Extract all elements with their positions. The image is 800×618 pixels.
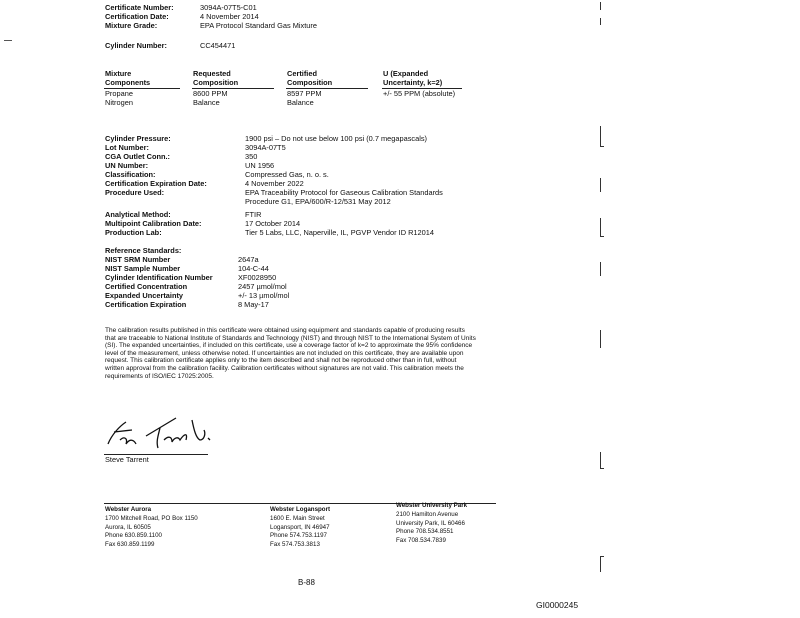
mixture-row-certified: Balance — [287, 98, 314, 107]
mixture-header-components-line1: Mixture — [105, 69, 132, 78]
mixture-grade-label: Mixture Grade: — [105, 21, 158, 30]
reference-value: 104-C-44 — [238, 264, 269, 273]
footer-location-university-park — [396, 502, 467, 546]
scan-edge-mark — [600, 556, 601, 572]
detail-value: Compressed Gas, n. o. s. — [245, 170, 329, 179]
mixture-row-requested: 8600 PPM — [193, 89, 228, 98]
detail-value: 1900 psi – Do not use below 100 psi (0.7 megapascals) — [245, 134, 428, 143]
footer-location-title: Webster Aurora — [105, 506, 152, 513]
detail-label: Classification: — [105, 170, 156, 179]
calibration-statement: The calibration results published in this certificate were obtained using equipment and standards capable of producing results that are traceable to National Institute of Standards and Technology (NIST) and through NIST to the International System of Units (SI). The expanded uncertainties, if included on this certificate, use a coverage factor of k=2 to approximate the 95% confidence level of the measurement, unless otherwise noted. If uncertainties are not included on this certificate, they are available upon request. This calibration certificate applies only to the item described and shall not be reproduced other than in full, without written approval from the calibration facility. Calibration certificates without signatures are not valid. This calibration meets the requirements of ISO/IEC 17025:2005. — [105, 327, 476, 380]
signatory-name: Steve Tarrent — [105, 455, 149, 464]
mixture-row-requested: Balance — [193, 98, 220, 107]
mixture-row-component: Propane — [105, 89, 133, 98]
scan-edge-mark — [600, 330, 601, 348]
footer-location-line: Phone 708.534.8551 — [396, 528, 454, 536]
scan-edge-mark — [600, 126, 601, 146]
detail2-label: Production Lab: — [105, 228, 162, 237]
scan-edge-mark — [600, 2, 601, 10]
detail-label: Lot Number: — [105, 143, 149, 152]
mixture-header-uncertainty-line1: U (Expanded — [383, 69, 429, 78]
reference-label: NIST SRM Number — [105, 255, 171, 264]
reference-value: 8 May-17 — [238, 300, 269, 309]
footer-location-title: Webster University Park — [396, 502, 468, 509]
scan-edge-mark — [600, 262, 601, 276]
mixture-header-uncertainty-line2: Uncertainty, k=2) — [383, 78, 443, 87]
scan-edge-mark — [600, 178, 601, 192]
reference-label: Expanded Uncertainty — [105, 291, 184, 300]
reference-label: Certified Concentration — [105, 282, 188, 291]
cylinder-number-label: Cylinder Number: — [105, 41, 168, 50]
detail-value: 3094A-07T5 — [245, 143, 286, 152]
detail2-value: 17 October 2014 — [245, 219, 301, 228]
scan-edge-mark — [600, 146, 604, 147]
footer-location-line: Phone 574.753.1197 — [270, 532, 328, 540]
mixture-header-certified-line1: Certified — [287, 69, 317, 78]
scan-edge-mark — [600, 18, 601, 25]
footer-location-line: 1600 E. Main Street — [270, 514, 325, 522]
detail2-value: Tier 5 Labs, LLC, Naperville, IL, PGVP Vendor ID R12014 — [245, 228, 434, 237]
detail2-label: Multipoint Calibration Date: — [105, 219, 202, 228]
footer-location-line: University Park, IL 60466 — [396, 519, 465, 527]
footer-location-line: 1700 Mitchell Road, PO Box 1150 — [105, 514, 198, 522]
signature-image — [100, 410, 220, 455]
detail2-value: FTIR — [245, 210, 262, 219]
page-label: B-88 — [298, 578, 315, 587]
detail-label: CGA Outlet Conn.: — [105, 152, 170, 161]
detail-label: Certification Expiration Date: — [105, 179, 207, 188]
mixture-header-certified-line2: Composition — [287, 78, 333, 87]
scan-edge-mark — [4, 40, 12, 41]
reference-value: +/- 13 µmol/mol — [238, 291, 290, 300]
footer-location-line: Fax 574.753.3813 — [270, 541, 320, 549]
certification-date-label: Certification Date: — [105, 12, 169, 21]
scan-edge-mark — [600, 468, 604, 469]
scan-edge-mark — [600, 236, 604, 237]
footer-location-logansport — [270, 506, 330, 550]
footer-location-title: Webster Logansport — [270, 506, 331, 513]
footer-location-line: Aurora, IL 60505 — [105, 523, 151, 531]
certification-date-value: 4 November 2014 — [200, 12, 259, 21]
mixture-grade-value: EPA Protocol Standard Gas Mixture — [200, 21, 317, 30]
certificate-number-value: 3094A-07T5-C01 — [200, 3, 257, 12]
cylinder-number-value: CC454471 — [200, 41, 236, 50]
reference-label: Certification Expiration — [105, 300, 187, 309]
footer-location-line: Fax 708.534.7839 — [396, 537, 446, 545]
scan-edge-mark — [600, 556, 604, 557]
mixture-header-requested-line2: Composition — [193, 78, 239, 87]
detail-value: 350 — [245, 152, 258, 161]
certificate-number-label: Certificate Number: — [105, 3, 174, 12]
detail-value: 4 November 2022 — [245, 179, 304, 188]
reference-value: 2647a — [238, 255, 259, 264]
footer-location-line: Logansport, IN 46947 — [270, 523, 330, 531]
reference-label: Cylinder Identification Number — [105, 273, 213, 282]
detail2-label: Analytical Method: — [105, 210, 171, 219]
mixture-row-certified: 8597 PPM — [287, 89, 322, 98]
detail-label: UN Number: — [105, 161, 149, 170]
footer-location-line: 2100 Hamilton Avenue — [396, 510, 459, 518]
reference-value: XF0028950 — [238, 273, 277, 282]
footer-location-aurora — [105, 506, 198, 550]
footer-location-line: Fax 630.859.1199 — [105, 541, 155, 549]
reference-value: 2457 µmol/mol — [238, 282, 287, 291]
detail-label: Procedure Used: — [105, 188, 165, 197]
mixture-row-component: Nitrogen — [105, 98, 133, 107]
reference-title: Reference Standards: — [105, 246, 182, 255]
mixture-row-uncertainty: +/- 55 PPM (absolute) — [383, 89, 456, 98]
detail-label: Cylinder Pressure: — [105, 134, 171, 143]
mixture-header-components-line2: Components — [105, 78, 151, 87]
detail-value: EPA Traceability Protocol for Gaseous Calibration Standards — [245, 188, 443, 197]
scan-edge-mark — [600, 218, 601, 236]
detail-value: UN 1956 — [245, 161, 275, 170]
reference-label: NIST Sample Number — [105, 264, 181, 273]
footer-location-line: Phone 630.859.1100 — [105, 532, 163, 540]
document-id: GI0000245 — [536, 600, 579, 610]
scan-edge-mark — [600, 452, 601, 468]
detail-value-continued: Procedure G1, EPA/600/R-12/531 May 2012 — [245, 197, 391, 206]
mixture-header-requested-line1: Requested — [193, 69, 231, 78]
